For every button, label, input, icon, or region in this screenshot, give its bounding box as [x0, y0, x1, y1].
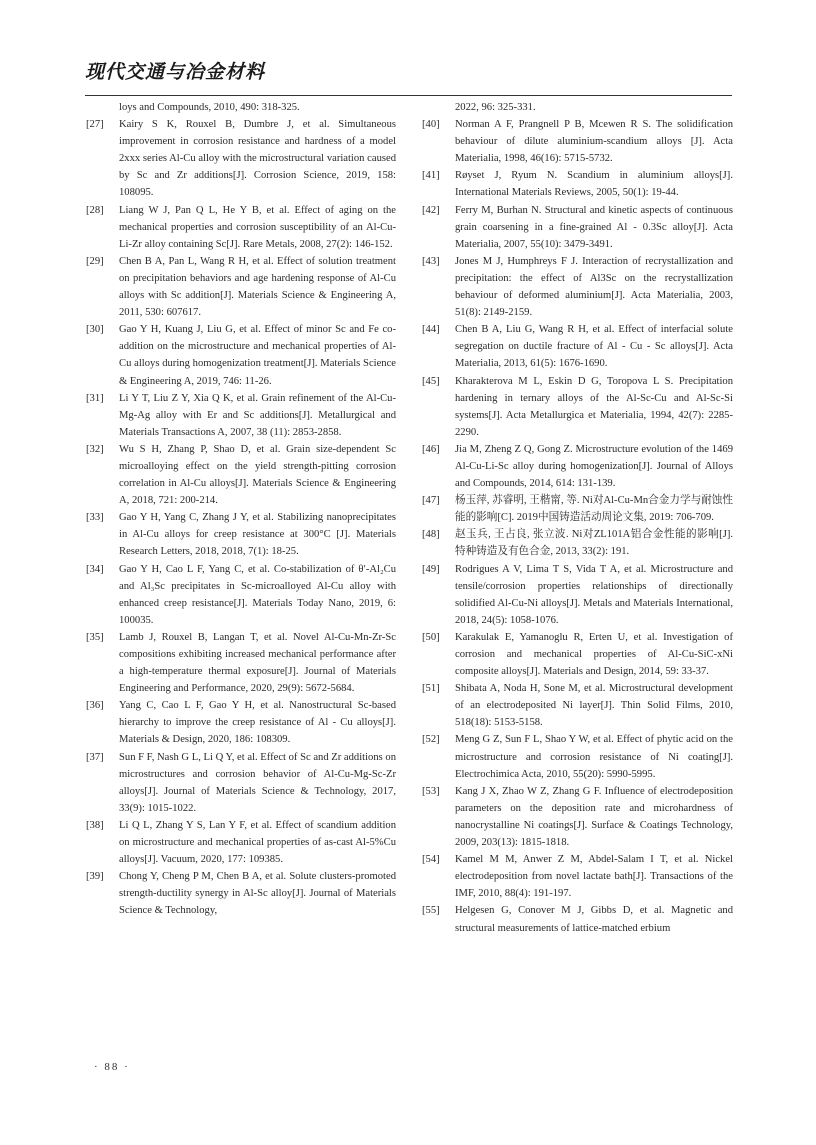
reference-text: Yang C, Cao L F, Gao Y H, et al. Nanostructural Sc-based hierarchy to improve the creep resistance of Al - Cu alloys[J]. Materials & Design, 2020, 186: 108309.: [119, 700, 396, 746]
reference-number: [47]: [422, 495, 440, 507]
reference-number: [50]: [422, 631, 440, 643]
reference-text: Chen B A, Pan L, Wang R H, et al. Effect of solution treatment on precipitation behaviors and age hardening response of Al-Cu alloys with Sc addition[J]. Materials Science & Engineering A, 2011, 530: 607617.: [119, 255, 396, 319]
reference-text: Kamel M M, Anwer Z M, Abdel-Salam I T, et al. Nickel electrodeposition from novel lactate bath[J]. Transactions of the IMF, 2010, 88(4): 191-197.: [455, 854, 733, 900]
reference-text: Wu S H, Zhang P, Shao D, et al. Grain size-dependent Sc microalloying effect on the yield strength-pitting corrosion correlation in Al-Cu alloys[J]. Materials Science & Engineering A, 2018, 721: 200-214.: [119, 443, 396, 507]
reference-item: [86, 509, 396, 560]
reference-item: [422, 116, 733, 167]
reference-text: Karakulak E, Yamanoglu R, Erten U, et al. Investigation of corrosion and mechanical properties of Al-Cu-SiC-xNi composite alloys[J]. Materials and Design, 2014, 59: 33-37.: [455, 631, 733, 678]
reference-text: Kairy S K, Rouxel B, Dumbre J, et al. Simultaneous improvement in corrosion resistance and hardness of a model 2xxx series Al-Cu alloy with the microstructural variation caused by Sc and Zr additions[J]. Corrosion Science, 2019, 158: 108095.: [119, 119, 396, 199]
reference-text: Gao Y H, Kuang J, Liu G, et al. Effect of minor Sc and Fe co-addition on the microstructure and mechanical properties of Al-Cu alloys during homogenization treatment[J]. Materials Science & Engineering A, 2019, 746: 11-26.: [119, 324, 396, 387]
reference-item: [422, 202, 733, 253]
reference-text: Li Y T, Liu Z Y, Xia Q K, et al. Grain refinement of the Al-Cu-Mg-Ag alloy with Er and Sc additions[J]. Metallurgical and Materials Transactions A, 2007, 38 (11): 2853-2858.: [119, 392, 396, 438]
reference-number: [43]: [422, 255, 440, 267]
reference-item: [86, 202, 396, 253]
reference-text: Kharakterova M L, Eskin D G, Toropova L S. Precipitation hardening in ternary alloys of the Al-Sc-Cu and Al-Sc-Si systems[J]. Acta Metallurgica et Materialia, 1994, 42(7): 2285-2290.: [455, 375, 733, 438]
reference-text: Gao Y H, Yang C, Zhang J Y, et al. Stabilizing nanoprecipitates in Al-Cu alloys for creep resistance at 300°C [J]. Materials Research Letters, 2018, 2018, 7(1): 18-25.: [119, 512, 396, 558]
reference-number: [55]: [422, 905, 440, 917]
reference-item: [86, 253, 396, 321]
reference-number: [30]: [86, 324, 104, 336]
reference-number: [35]: [86, 631, 104, 643]
reference-item: [86, 817, 396, 868]
reference-item: [86, 390, 396, 441]
reference-number: [51]: [422, 683, 440, 695]
reference-text: Jones M J, Humphreys F J. Interaction of recrystallization and precipitation: the effect of Al3Sc on the recrystallization behaviour of deformed aluminium[J]. Acta Materialia, 2003, 51(8): 2149-2159.: [455, 255, 733, 319]
reference-item: [422, 167, 733, 201]
reference-item: [422, 253, 733, 321]
reference-item: [422, 731, 733, 782]
reference-number: [45]: [422, 375, 440, 387]
reference-number: [42]: [422, 204, 440, 216]
reference-number: [28]: [86, 204, 104, 216]
reference-text: 杨玉萍, 苏睿明, 王楷甯, 等. Ni对Al-Cu-Mn合金力学与耐蚀性能的影响[C]. 2019中国铸造活动周论文集, 2019: 706-709.: [455, 495, 733, 524]
reference-text: Shibata A, Noda H, Sone M, et al. Microstructural development of an electrodeposited Ni layer[J]. Thin Solid Films, 2010, 518(18): 5153-5158.: [455, 683, 733, 729]
reference-text: Chong Y, Cheng P M, Chen B A, et al. Solute clusters-promoted strength-ductility synergy in Al-Sc alloy[J]. Journal of Materials Science & Technology,: [119, 871, 396, 917]
reference-text: Kang J X, Zhao W Z, Zhang G F. Influence of electrodeposition parameters on the deposition rate and microhardness of nanocrystalline Ni coatings[J]. Surface & Coatings Technology, 2009, 203(13): 1815-1818.: [455, 785, 733, 849]
reference-number: [32]: [86, 443, 104, 455]
reference-text: 赵玉兵, 王占良, 张立波. Ni对ZL101A铝合金性能的影响[J]. 特种铸造及有色合金, 2013, 33(2): 191.: [455, 529, 733, 558]
reference-number: [38]: [86, 819, 104, 831]
reference-item: [422, 680, 733, 731]
reference-item: [422, 373, 733, 441]
reference-text: Jia M, Zheng Z Q, Gong Z. Microstructure evolution of the 1469 Al-Cu-Li-Sc alloy during homogenization[J]. Journal of Alloys and Compounds, 2014, 614: 131-139.: [455, 443, 733, 490]
reference-number: [40]: [422, 119, 440, 131]
reference-continuation: loys and Compounds, 2010, 490: 318-325.: [119, 102, 300, 113]
reference-item: [86, 749, 396, 817]
reference-number: [36]: [86, 700, 104, 712]
references-right-column: [422, 99, 733, 937]
reference-text: Norman A F, Prangnell P B, Mcewen R S. The solidification behaviour of dilute aluminium-scandium alloys [J]. Acta Materialia, 1998, 46(16): 5715-5732.: [455, 119, 733, 165]
reference-number: [33]: [86, 512, 104, 524]
reference-number: [52]: [422, 734, 440, 746]
references-left-column: [86, 99, 396, 920]
reference-text: Helgesen G, Conover M J, Gibbs D, et al. Magnetic and structural measurements of lattice-matched erbium: [455, 905, 733, 934]
reference-item: [86, 321, 396, 389]
reference-number: [37]: [86, 751, 104, 763]
reference-text: Meng G Z, Sun F L, Shao Y W, et al. Effect of phytic acid on the microstructure and corrosion resistance of Ni coating[J]. Electrochimica Acta, 2010, 55(20): 5990-5995.: [455, 734, 733, 780]
reference-item: [86, 116, 396, 201]
reference-item: [86, 441, 396, 509]
reference-text: Rodrigues A V, Lima T S, Vida T A, et al. Microstructure and tensile/corrosion properties relationships of directionally solidified Al-Cu-Ni alloys[J]. Metals and Materials International, 2018, 24(5): 1058-1076.: [455, 563, 733, 626]
reference-continuation: 2022, 96: 325-331.: [455, 102, 536, 113]
reference-text: Chen B A, Liu G, Wang R H, et al. Effect of interfacial solute segregation on ductile fracture of Al - Cu - Sc alloys[J]. Acta Materialia, 2013, 61(5): 1676-1690.: [455, 324, 733, 370]
reference-number: [44]: [422, 324, 440, 336]
reference-item: [422, 783, 733, 851]
reference-text: Ferry M, Burhan N. Structural and kinetic aspects of continuous grain coarsening in a fine-grained Al - 0.3Sc alloy[J]. Acta Materialia, 2007, 55(10): 3479-3491.: [455, 204, 733, 250]
reference-item: [422, 902, 733, 936]
reference-text: Lamb J, Rouxel B, Langan T, et al. Novel Al-Cu-Mn-Zr-Sc compositions exhibiting increased mechanical performance after a high-temperature thermal exposure[J]. Journal of Materials Engineering and Performance, 2020, 29(9): 5672-5684.: [119, 631, 396, 695]
reference-item: [422, 492, 733, 526]
reference-number: [46]: [422, 443, 440, 455]
journal-logo: 现代交通与冶金材料: [85, 61, 266, 83]
reference-number: [49]: [422, 563, 440, 575]
reference-item: [86, 561, 396, 629]
reference-number: [41]: [422, 170, 440, 182]
left-reference-list: [86, 116, 396, 919]
reference-item: [86, 868, 396, 919]
reference-number: [31]: [86, 392, 104, 404]
reference-item: [422, 851, 733, 902]
reference-item: [422, 526, 733, 560]
reference-number: [29]: [86, 255, 104, 267]
header-rule: [85, 95, 732, 96]
reference-number: [54]: [422, 854, 440, 866]
reference-item: [422, 441, 733, 492]
right-reference-list: [422, 116, 733, 937]
reference-number: [39]: [86, 871, 104, 883]
reference-item: [422, 561, 733, 629]
page-number: · 88 ·: [94, 1061, 130, 1073]
reference-number: [27]: [86, 119, 104, 131]
reference-text: Liang W J, Pan Q L, He Y B, et al. Effect of aging on the mechanical properties and corrosion susceptibility of an Al-Cu-Li-Zr alloy containing Sc[J]. Rare Metals, 2008, 27(2): 146-152.: [119, 204, 396, 250]
reference-item: [422, 629, 733, 680]
reference-text: Sun F F, Nash G L, Li Q Y, et al. Effect of Sc and Zr additions on microstructures and corrosion behavior of Al-Cu-Mg-Sc-Zr alloys[J]. Journal of Materials Science & Technology, 2017, 33(9): 1015-1022.: [119, 751, 397, 814]
reference-text: Li Q L, Zhang Y S, Lan Y F, et al. Effect of scandium addition on microstructure and mechanical properties of as-cast Al-5%Cu alloys[J]. Vacuum, 2020, 177: 109385.: [119, 819, 396, 866]
reference-number: [48]: [422, 529, 440, 541]
reference-number: [53]: [422, 785, 440, 797]
reference-text: Røyset J, Ryum N. Scandium in aluminium alloys[J]. International Materials Reviews, 2005, 50(1): 19-44.: [455, 170, 733, 199]
reference-item: [86, 697, 396, 748]
reference-item: [86, 629, 396, 697]
reference-number: [34]: [86, 563, 104, 575]
reference-item: [422, 321, 733, 372]
reference-text: Gao Y H, Cao L F, Yang C, et al. Co-stabilization of θ′-Al₂Cu and Al₃Sc precipitates in Sc-microalloyed Al-Cu alloy with enhanced creep resistance[J]. Materials Today Nano, 2019, 6: 100035.: [119, 563, 396, 626]
